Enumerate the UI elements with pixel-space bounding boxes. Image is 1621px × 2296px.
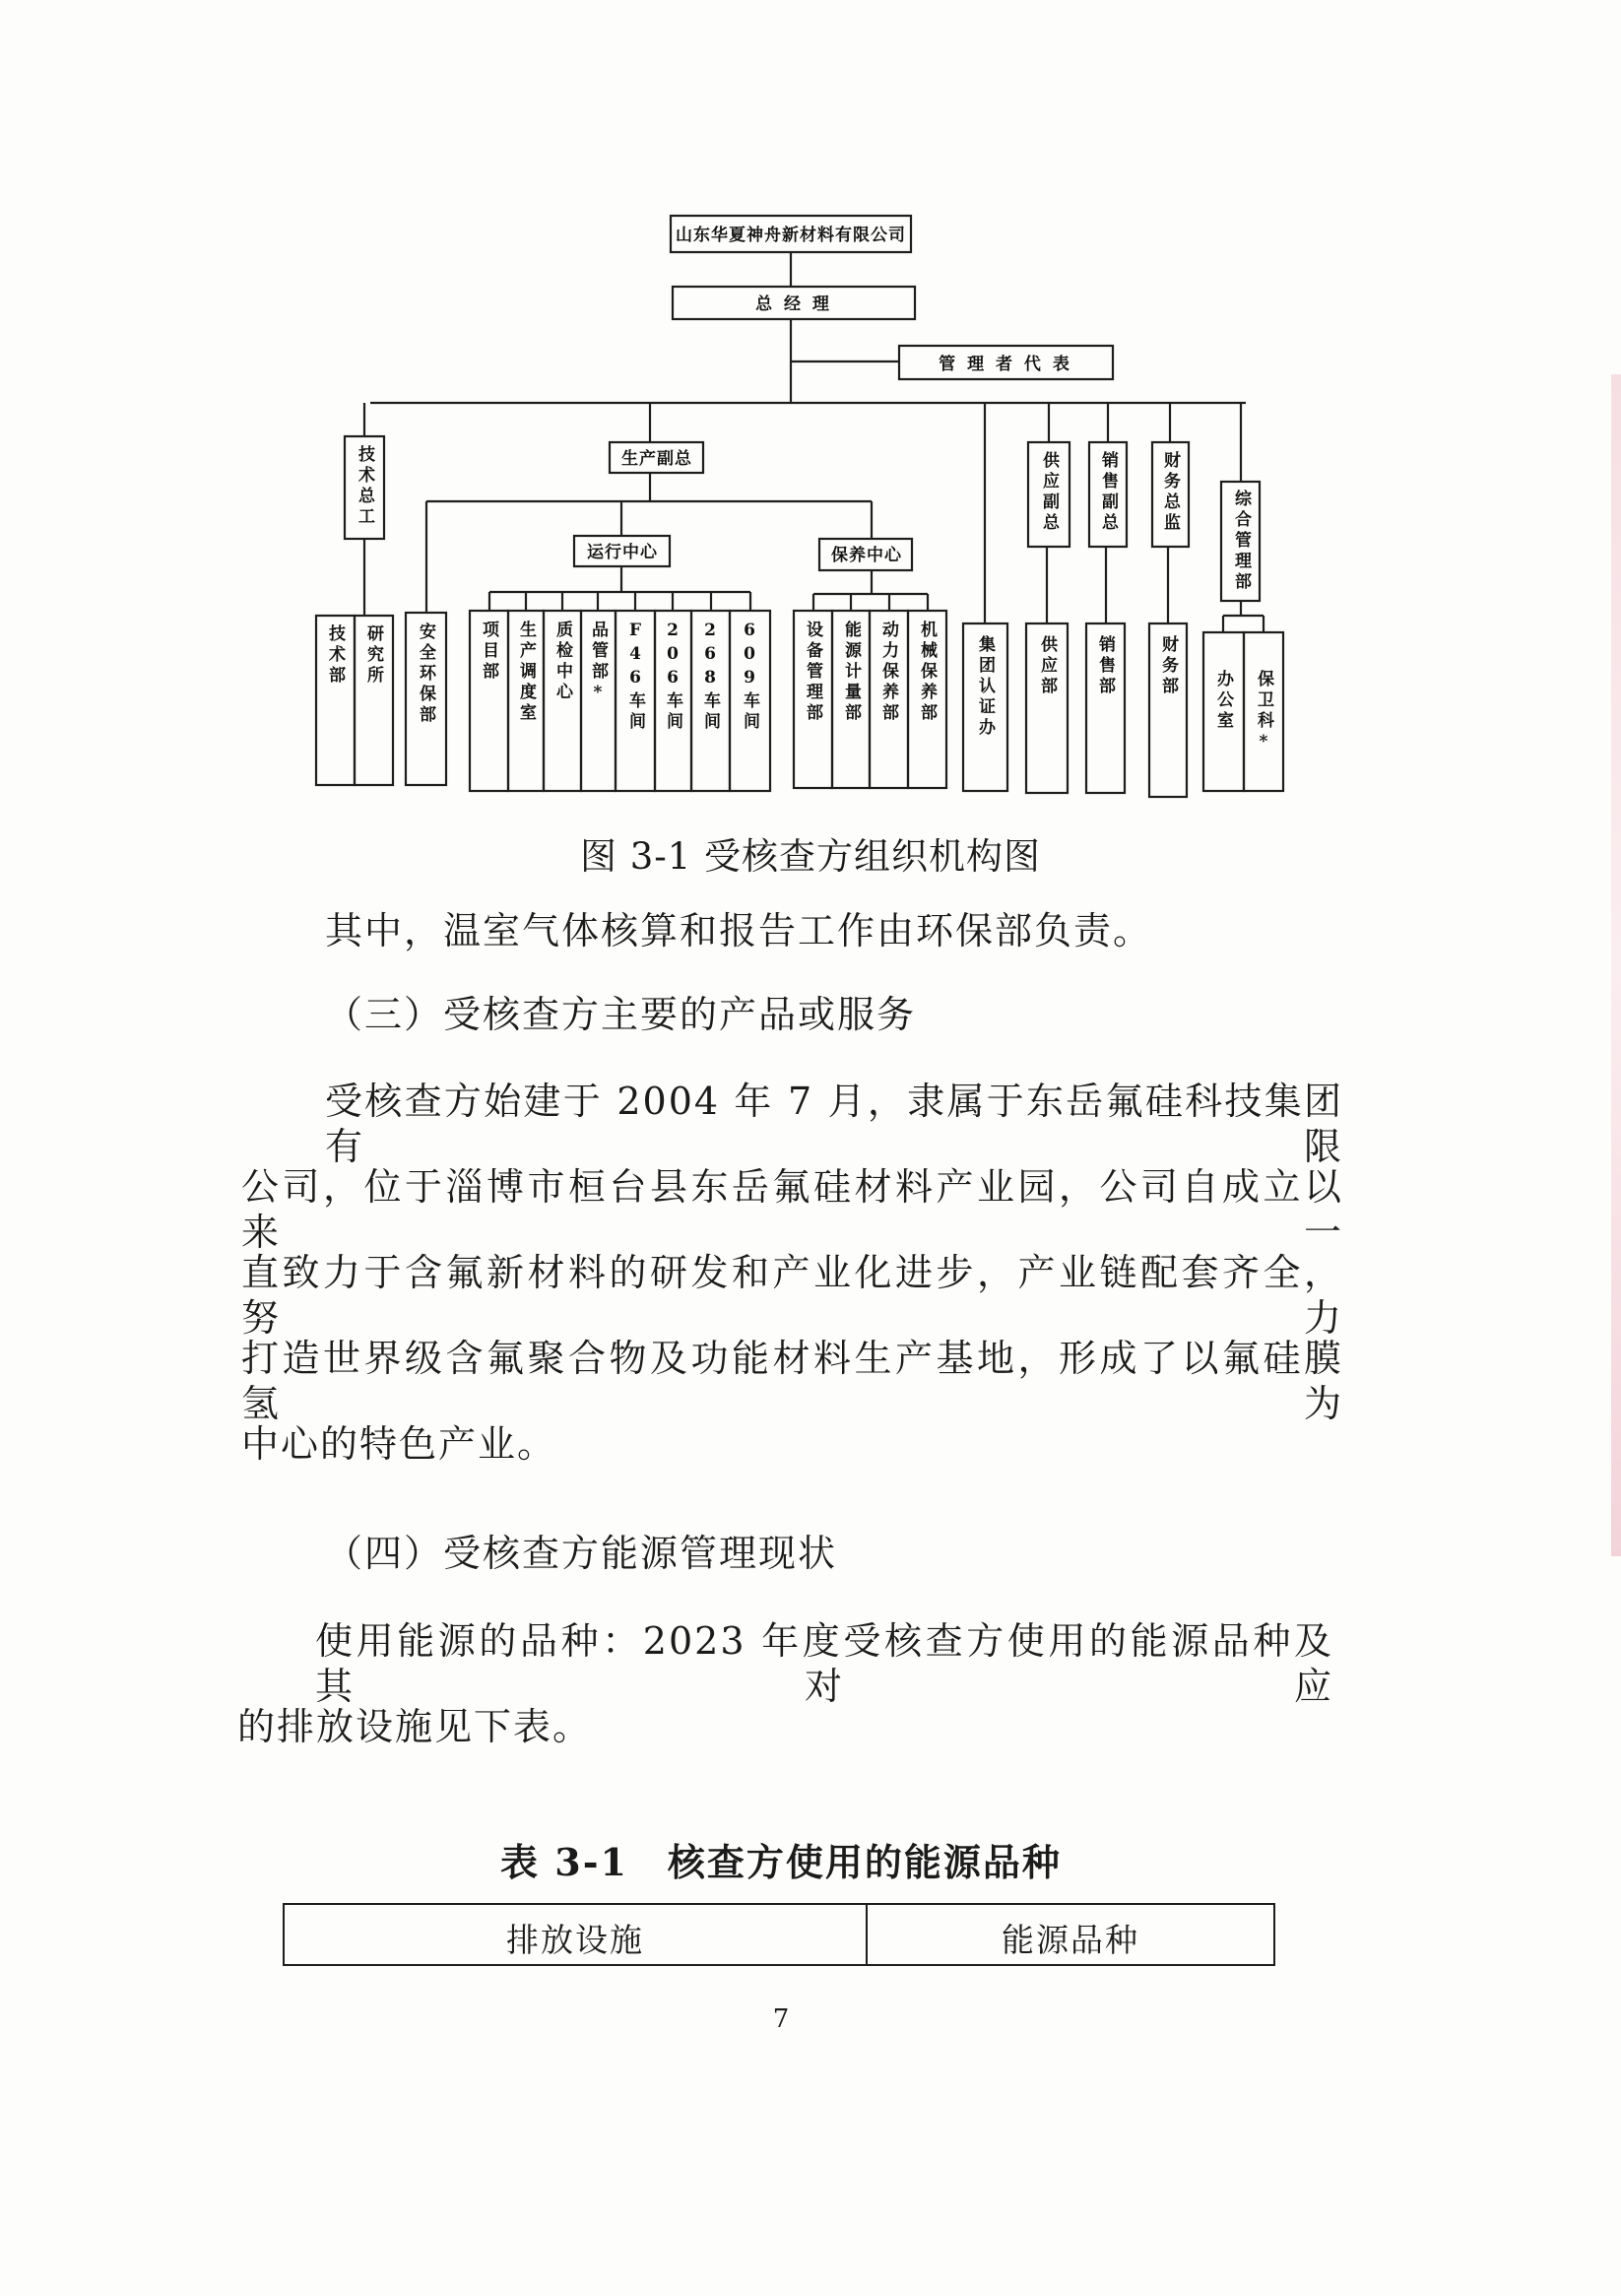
heading-products: （三）受核查方主要的产品或服务 <box>325 993 917 1036</box>
org-label-206: 206车间 <box>663 621 682 733</box>
figure-caption: 图 3-1 受核查方组织机构图 <box>579 835 1042 878</box>
org-label-sales-vp: 销售副总 <box>1098 451 1118 534</box>
paragraph-line: 中心的特色产业。 <box>241 1422 557 1466</box>
org-label-supply-dept: 供应部 <box>1037 635 1057 697</box>
paragraph-line: 使用能源的品种：2023 年度受核查方使用的能源品种及其对应 <box>315 1619 1333 1708</box>
org-label-production-vp: 生产副总 <box>621 449 692 469</box>
org-label-research-inst: 研究所 <box>363 624 383 687</box>
org-label-certification-office: 集团认证办 <box>975 635 995 739</box>
org-label-management-rep: 管 理 者 代 表 <box>939 355 1072 374</box>
heading-energy-management: （四）受核查方能源管理现状 <box>325 1532 838 1575</box>
org-label-maintenance-center: 保养中心 <box>831 546 902 565</box>
org-label-mech-maint: 机械保养部 <box>917 621 937 724</box>
energy-table <box>283 1903 1275 1966</box>
org-label-general-manager: 总 经 理 <box>755 295 832 314</box>
org-label-tech-dept: 技术部 <box>325 624 345 687</box>
paragraph-line: 的排放设施见下表。 <box>237 1705 593 1748</box>
org-label-609: 609车间 <box>740 621 759 733</box>
org-label-operation-center: 运行中心 <box>587 543 658 562</box>
org-label-tech-chief: 技术总工 <box>355 445 374 528</box>
sentence-responsibility: 其中，温室气体核算和报告工作由环保部负责。 <box>325 909 1153 952</box>
paragraph-line: 打造世界级含氟聚合物及功能材料生产基地，形成了以氟硅膜氢为 <box>241 1337 1343 1425</box>
org-chart <box>0 0 1621 818</box>
paragraph-line: 公司，位于淄博市桓台县东岳氟硅材料产业园，公司自成立以来一 <box>241 1165 1343 1254</box>
org-label-project-dept: 项目部 <box>479 621 498 683</box>
org-label-f46: F46车间 <box>625 621 645 733</box>
org-label-equipment-dept: 设备管理部 <box>803 621 822 724</box>
org-label-company: 山东华夏神舟新材料有限公司 <box>676 226 906 245</box>
scan-edge-stamp <box>1611 374 1621 1556</box>
org-label-quality-dept: 品管部* <box>588 621 608 706</box>
org-label-power-maint: 动力保养部 <box>878 621 898 724</box>
org-label-268: 268车间 <box>700 621 720 733</box>
org-label-supply-vp: 供应副总 <box>1039 451 1059 534</box>
org-label-finance-dept: 财务部 <box>1158 635 1178 697</box>
paragraph-line: 受核查方始建于 2004 年 7 月，隶属于东岳氟硅科技集团有限 <box>325 1080 1343 1168</box>
org-label-qc-center: 质检中心 <box>552 621 572 703</box>
org-label-general-mgmt: 综合管理部 <box>1231 490 1251 593</box>
org-label-energy-metering: 能源计量部 <box>841 621 861 724</box>
page-number: 7 <box>772 2004 790 2034</box>
org-label-safety-env: 安全环保部 <box>416 623 435 726</box>
paragraph-line: 直致力于含氟新材料的研发和产业化进步，产业链配套齐全，努力 <box>241 1251 1343 1340</box>
table-header-energy-type: 能源品种 <box>1002 1921 1139 1959</box>
table-header-facility: 排放设施 <box>285 1905 868 1964</box>
org-label-office: 办公室 <box>1213 670 1233 732</box>
table-title: 表 3-1 核查方使用的能源品种 <box>500 1840 1062 1884</box>
org-label-security: 保卫科* <box>1254 670 1273 755</box>
org-label-dispatch-room: 生产调度室 <box>516 621 536 724</box>
org-label-sales-dept: 销售部 <box>1095 635 1115 697</box>
org-label-finance-director: 财务总监 <box>1160 451 1180 534</box>
